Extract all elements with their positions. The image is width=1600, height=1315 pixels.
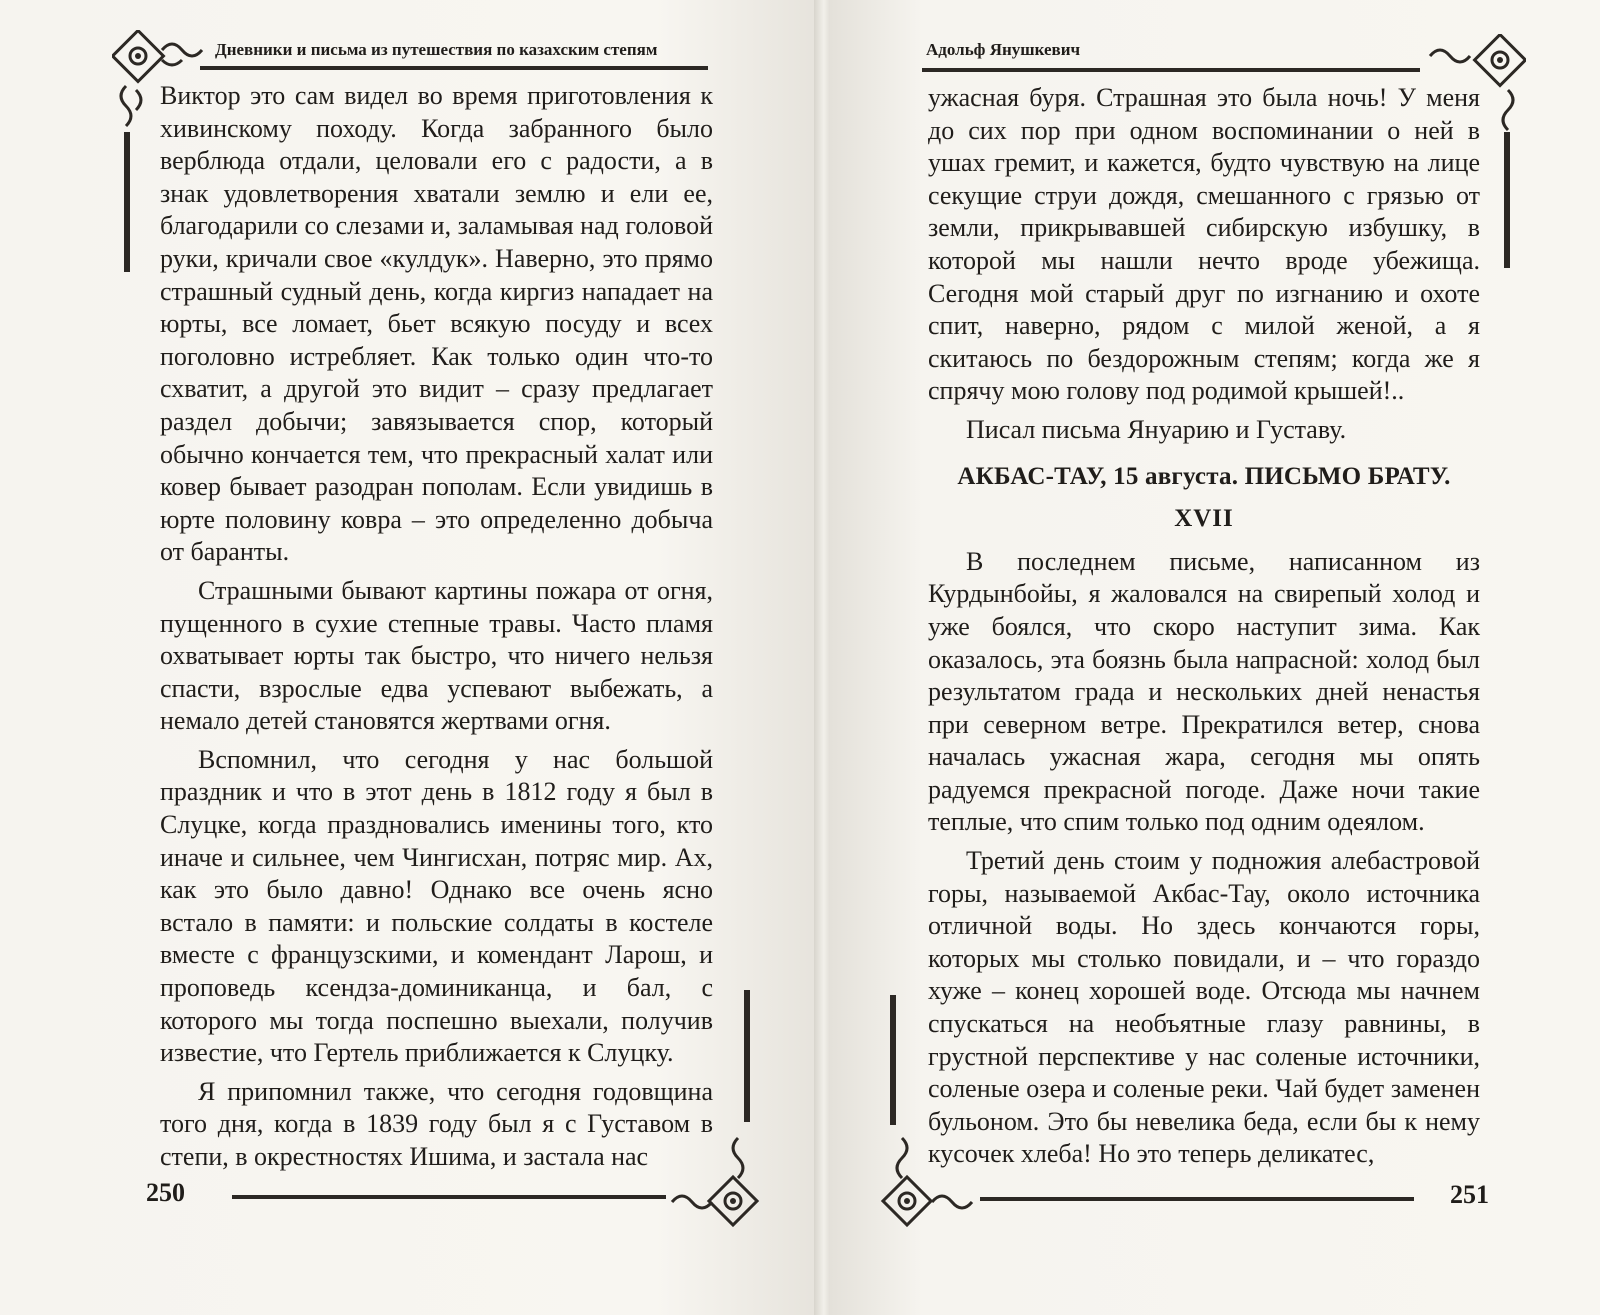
paragraph: Третий день стоим у подножия алебастровой горы, называемой Акбас-Тау, около источника отличной воды. Но здесь кончаются горы, которых мы столько повидали, и – что гораздо хуже – конец хорошей воде. Отсюда мы начнем спускаться на необъятные глазу равнины, в грустной перспективе у нас соленые источники, соленые озера и соленые реки. Чай будет заменен бульоном. Это бы невелика беда, если бы к нему кусочек хлеба! Но это теперь деликатес, bbox=[928, 846, 1480, 1169]
chapter-numeral: XVII bbox=[1174, 505, 1234, 533]
left-text-block bbox=[160, 80, 713, 1180]
paragraph: Я припомнил также, что сегодня годовщина того дня, когда в 1839 году был я с Густавом в степи, в окрестностях Ишима, и застала нас bbox=[160, 1076, 713, 1171]
header-rule bbox=[922, 68, 1420, 72]
paragraph: Виктор это сам видел во время приготовления к хивинскому походу. Когда забранного было верблюда отдали, целовали его с радости, а в знак удовлетворения хватали землю и ели ее, благодарили со слезами и, заламывая над головой руки, кричали свое «кулдук». Наверно, это прямо страшный судный день, когда киргиз нападает на юрты, все ломает, бьет всякую посуду и всех поголовно истребляет. Как только один что-то схватит, а другой это видит – сразу предлагает раздел добычи; завязывается спор, который обычно кончается тем, что прекрасный халат или ковер бывает разодран пополам. Если увидишь в юрте половину ковра – это определенно добыча от баранты. bbox=[160, 81, 713, 567]
corner-ornament-icon bbox=[876, 1128, 986, 1228]
margin-bar bbox=[124, 132, 130, 272]
margin-bar bbox=[1504, 132, 1510, 268]
page-number: 250 bbox=[146, 1178, 185, 1207]
right-text-block bbox=[928, 82, 1480, 1177]
section-heading: АКБАС-ТАУ, 15 августа. ПИСЬМО БРАТУ. bbox=[957, 462, 1451, 490]
header-rule bbox=[200, 66, 708, 70]
margin-bar bbox=[744, 990, 750, 1122]
paragraph: Вспомнил, что сегодня у нас большой праздник и что в этот день в 1812 году я был в Слуцке, когда праздновались именины того, кто иначе и сильнее, чем Чингисхан, потряс мир. Ах, как это было давно! Однако все очень ясно встало в памяти: и польские солдаты в костеле вместе с французскими, и комендант Ларош, и проповедь ксендза-доминиканца, и бал, с которого мы тогда поспешно выехали, получив известие, что Гертель приближается к Слуцку. bbox=[160, 744, 713, 1068]
paragraph: ужасная буря. Страшная это была ночь! У меня до сих пор при одном воспоминании о ней в ушах гремит, и кажется, будто чувствую на лице секущие струи дождя, смешанного с грязью от земли, прикрывавшей сибирскую избушку, в которой мы нашли нечто вроде убежища. Сегодня мой старый друг по изгнанию и охоте спит, наверно, рядом с милой женой, а я скитаюсь по бездорожным степям; когда же я спрячу мою голову под родимой крышей!.. bbox=[928, 83, 1480, 406]
margin-bar bbox=[890, 995, 896, 1125]
corner-ornament-icon bbox=[666, 1128, 766, 1228]
paragraph: В последнем письме, написанном из Курдынбойы, я жаловался на свирепый холод и уже боялся, что скоро наступит зима. Как оказалось, эта боязнь была напрасной: холод был результатом града и нескольких дней ненастья при северном ветре. Прекратился ветер, снова началась ужасная жара, сегодня мы опять радуемся прекрасной погоде. Даже ночи такие теплые, что спим только под одним одеялом. bbox=[928, 546, 1480, 837]
paragraph: Писал письма Януарию и Густаву. bbox=[966, 414, 1347, 444]
running-head: Дневники и письма из путешествия по казахским степям bbox=[215, 40, 658, 59]
footer-rule bbox=[232, 1195, 666, 1199]
footer-rule bbox=[980, 1197, 1414, 1201]
page-number: 251 bbox=[1450, 1180, 1489, 1209]
running-head: Адольф Янушкевич bbox=[926, 40, 1081, 59]
paragraph: Страшными бывают картины пожара от огня, пущенного в сухие степные травы. Часто пламя охватывает юрты так быстро, что ничего нельзя спасти, взрослые едва успевают выбежать, а немало детей становятся жертвами огня. bbox=[160, 575, 713, 736]
right-page bbox=[830, 0, 1600, 1315]
